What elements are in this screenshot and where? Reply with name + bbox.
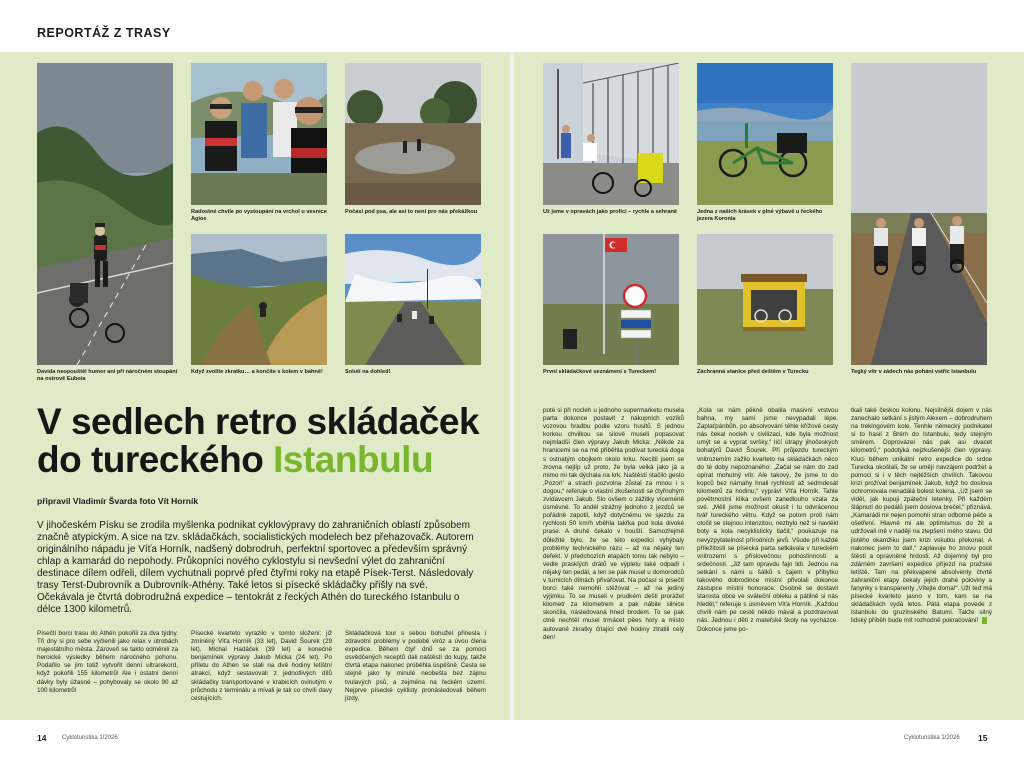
- lead-paragraph: V jihočeském Písku se zrodila myšlenka podnikat cyklovýpravy do zahraničních oblastí způsobem značně atypickým. A sice na tzv. skládačkách, socialistických modelech bez přehazovačk. Autorem originálního nápadu je Víťa Horník, nadšený dobrodruh, perfektní sportovec a především správný chlap a kamarád do nepohody. Průkopníci nového cyklostylu si nevšední výlet do zahraniční destinace dílem odřeli, dílem vychutnali poprvé před čtyřmi roky na etapě Písek-Terst. Následovaly trasy Terst-Dubrovník a Dubrovník-Athény. Také letos si písecké skládačky přišly na své. Očekávala je čtvrtá dobrodružná expedice – tentokrát z řeckých Athén do tureckého Istanbulu o délce 1300 kilometrů.: [37, 520, 474, 615]
- page-number-right: 15: [978, 733, 988, 743]
- photo-straight-road: [345, 234, 481, 365]
- caption-photo-6: Už jsme v opravách jako profíci – rychle a sehraně: [543, 209, 677, 215]
- section-label: REPORTÁŽ Z TRASY: [37, 26, 171, 40]
- caption-photo-7: Jedna z našich krásek v plné výbavě u řeckého jezera Koronia: [697, 209, 823, 222]
- body-column-1: Písečtí borci trasu do Athén pokořili za dva týdny. Tři dny si pro sebe vyčlenili jako relax v útrobách majestátního města. Zároveň se takto odměnili za heroické výsledky během náročného pohonu. Podařilo se jim totiž vytvořit denní ultrarekord, když pokořili 155 kilometrů! Ale i ostatní denní dávky byly úžasné – pohybovaly se okolo 90 až 100 kilometrů!: [37, 630, 178, 694]
- body-column-3: Skládačková tour s sebou bohužel přinesla i zdravotní problémy v podobě viróz a úvou člena expedice. Během čtyř dnů se za pomoci osvědčených receptů dali naštěstí do kupy, takže čtvrtá etapa nakonec proběhla úspěšně. Cesta se stejně jako ty minulé neobešla bez zájmu tvulavých psů, a zejména na řeckém území. Nejprve písecké cyklisty pronásledovali během jízdy,: [345, 630, 486, 702]
- body-column-5: „Kola se nám pěkně obalila masivní vrstvou bahna, my samí jsme nevypadali lépe. Zaplaťpánbůh, po absolvování téhle křížové cesty nás čekal nocleh v civilizaci, kde byla možnost umýt se a vyprat svršky,“ líčí útrapy jihočeských bohatýrů David Šourek. Při průjezdu tureckým vnitrozemím zažilo kvarteto na skládačkách něco do té doby nepoznaného: „Začal se nám do zad opírat mohutný vítr. Ale takový, že jsme to do kopců bez námahy hnali rychlostí až sedmdesát kilometrů za hodinu,“ vypráví Víťa Horník. Tahle povětrnostní klika ovšem zanedlouho vzala za své. „Měli jsme možnost okusit i tu odvrácenou tvář tureckého větru. Když se potom proti nám otočil se stejnou intenzitou, nezbylo než si navlékl boty a kola necyklisticky tlačit,“ poukazuje na nevyzpytatelnost přírodních jevů. Všude při každé příležitosti se písecká parta setkávala v tureckém vnitrozemí s příslovečnou pohostinností a srdečností. „Již tam opravdu fajn lidi. Jednou na setkání s námi u šálků s čajem v příbytku takového dobrodince místní přivolali dokonce zástupce místní honorace. Osobně se dostavil starosta obce ve sváteční obleku a pátilně si nás hleděl,“ referuje s úsměvem Víťa Horník. „Každou chvíli nám pe cestě někdo mával a pozdravoval nás. Jednou i děti z mateřské školy na vycházce. Dokonce jsme po-: [697, 407, 838, 633]
- spine: [510, 52, 514, 720]
- photo-repair-fence: [543, 63, 679, 205]
- caption-photo-3: Počasí pod psa, ale asi to není pro nás překážkou: [345, 209, 478, 215]
- headline-line-1: V sedlech retro skládaček: [37, 401, 480, 442]
- body-column-2: Písecké kvarteto vyrazilo v tomto složení: již zmíněný Víťa Horník (33 let), David Šourek (29 let), Michal Hadáček (39 let) a konečně benjamínek výpravy Jakub Micka (24 let). Po příletu do Athén se stali na dvě hodiny letištní atrakcí, když sestavovali z jednotlivých dílů skládačky transportované v krabicích ovinutým v průchodu z terminálu a mívali je tak co chvíli davy cestujících.: [191, 630, 332, 702]
- photo-turkey-sign: [543, 234, 679, 365]
- caption-photo-10: Tegký vítr v zádech nás pohání vstříc Istanbulu: [851, 369, 977, 375]
- photo-rain-puddle: [345, 63, 481, 205]
- page-number-left: 14: [37, 733, 47, 743]
- caption-photo-1: Davida neopouštěl humor ani při náročném stoupání na ostrově Euboia: [37, 369, 178, 382]
- photo-tailwind: [851, 63, 987, 365]
- caption-photo-4: Když zvolíte zkratku… a končíte s kolem v bahně!: [191, 369, 323, 375]
- photo-lake-bike: [697, 63, 833, 205]
- end-mark: [982, 617, 987, 624]
- photo-yellow-shelter: [697, 234, 833, 365]
- photo-selfie: [191, 63, 327, 205]
- body-column-6: [851, 407, 992, 725]
- body-column-6-text: tkali také českou kolonu. Nejsilnější dojem v nás zanechalo setkání s jistým Alexem – dobrodruhem na trekingovém kole. Tenhle německý podnikatel si to hasil z Brém do Istanbulu, tedy stejným směrem. Doprovázel nás pak asi dvacet kilometrů,“ podotýká nejzkušenější člen výpravy. Kluci během unikátní retro expedice do srdce Turecka okoštali, že se umějí navzájem podržet a pomoci si i v těch nejtěžších chvílích. Takovou krizi prožíval benjamínek Jakub, když ho doslova ochromovala nenadálá bolest kolena. „Už jsem se viděl, jak kupuji zpáteční letenky. Při každém šlápnutí do pedálů jsem doslova brečel,“ přiznává. „Kamarádi mi nejen pomohli stran odborné péče a ošetření. Hlavně mi ale optimismus do žil a udržovali mě v naději na zlepšení mého stavu. Od jistého okamžiku jsem krizi vskutku překonal. A nakonec jsem to dal!,“ zaplavuje ho znovu pocit štěstí a opravněné hrdosti. Až dojemný byl pro zdárném završení expedice příjezd na pražské letiště. Tam na překvapené absolventy čtvrté zahraniční etapy čekaly jejich drahé poloviny a fanynky s transparenty „Vítejte doma!“. Uží teď má písecké kvarteto jasno v tom, kam se na skládačkách vydá letos. Pátá etapa povede z Istanbulu do gruzínského Batumi. Takže silný lidský příběh bude mít rozhodně pokračování!: [851, 407, 992, 625]
- body-column-4: poté si při nocleh u jednoho supermarketu musela parta dokonce postavit z nákupních vozíků vozovou hradbu podle vzoru husitů. S jednou korkou chvilkou se silově museli popasovat nejmladší člen výpravy Jakub Micka: „Někde za hranicemi se na mě přiběhla podívat turecká doga s ostnatým obojkem okolo krku. Necítil jsem se zrovna nejlíp už proto, že byla velká jako já a mimo mi tak dýchala na krk. Naštěstí stačilo gesto ‚Pozor!‘ a strach pozvolna zůstal za mnou i s dogou,“ referuje o vlastní zkušenosti se čtyřnohým zvídavcem Jakub. Slo ovšem o zážitky víceméně úsměvné. To anděl strážný jednoho z jezdců se pořádně zapotil, když dotyčnému ve sjezdu za rychlosti 50 km/h vběhla takřka pod kola divoké prase. A druhé čekalo v houští. Samozřejmě důležité bylo, že se této expedici vyhýbaly problémy technického rázu – až na nějaký ten defekt. V předchozích etapách tomu tak nebylo – vedle prasklých drátů ve výpletu také odpadl i nějaký ten pedál, a ten se pak musel u domorodců v turnicích dílnách přivařovat. Na počasí si písečtí borci také nemohli stěžovat – až na jediný výjimku. To se museli v prudkém dešti prorážet kilometr za kilometrem a pak nábile silnice skončila, následovaná hned brodem. To se pak ctně nechtěl musel trmácet pěes hory a místo autované zkratky čítající dvě hodiny ztratili celý den!: [543, 407, 684, 641]
- magazine-name-left: Cykloturistika 1/2026: [62, 735, 118, 741]
- caption-photo-9: Záchranná stanice před deštěm v Turecku: [697, 369, 809, 375]
- caption-photo-8: První skládačkové seznámení s Tureckem!: [543, 369, 657, 375]
- byline: připravil Vladimír Švarda foto Vít Horník: [37, 496, 199, 506]
- magazine-name-right: Cykloturistika 1/2026: [904, 735, 960, 741]
- caption-photo-5: Solutí na dohled!: [345, 369, 391, 375]
- photo-mountain-road: [37, 63, 173, 365]
- photo-hillside-mud: [191, 234, 327, 365]
- caption-photo-2: Radostné chvíle po vystoupání na vrchol u vesnice Agios: [191, 209, 327, 222]
- article-headline: [37, 403, 507, 479]
- headline-accent: Istanbulu: [273, 439, 434, 480]
- headline-line-2: [37, 441, 507, 479]
- headline-line-2-plain: do tureckého: [37, 439, 264, 480]
